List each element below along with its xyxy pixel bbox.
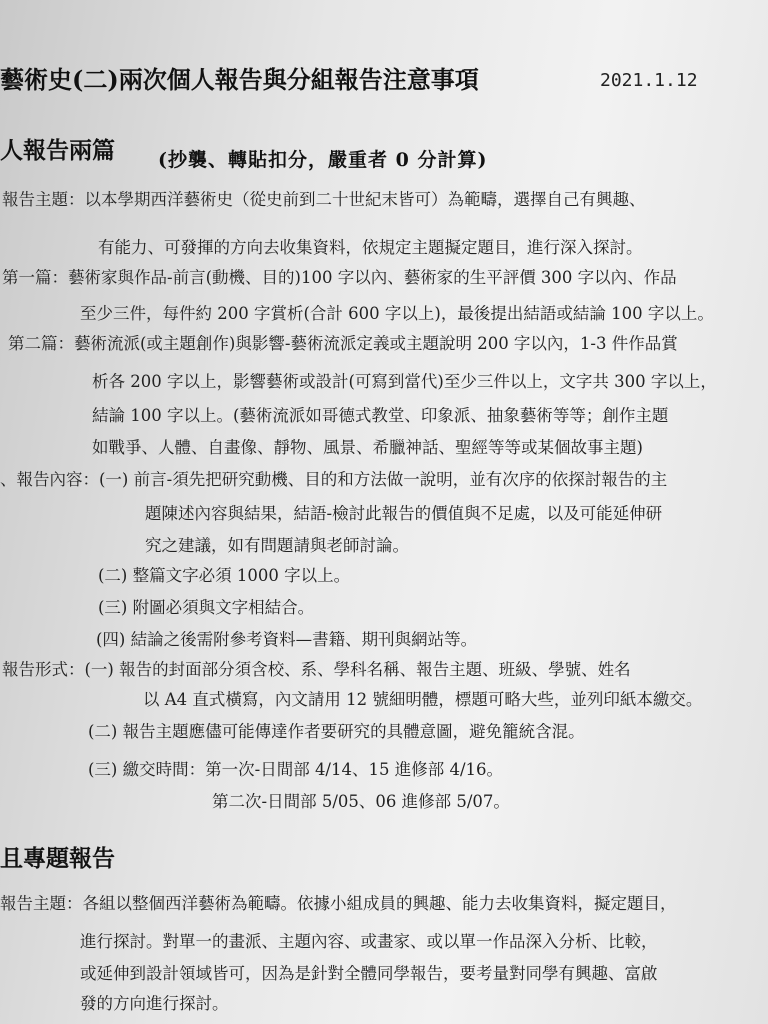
section2-heading: 且專題報告 [0,845,115,872]
content-line-2: 題陳述內容與結果，結語-檢討此報告的價值與不足處，以及可能延伸研 [145,504,663,523]
content-line-1: 、報告內容：(一) 前言-須先把研究動機、目的和方法做一說明，並有次序的依探討報告的主 [0,470,668,489]
topic-line-1: 報告主題：以本學期西洋藝術史（從史前到二十世紀末皆可）為範疇，選擇自己有興趣、 [2,190,646,209]
format-item-3: (三) 繳交時間：第一次-日間部 4/14、15 進修部 4/16。 [88,760,504,779]
section1-heading: 人報告兩篇 [0,137,115,164]
format-line-1: 報告形式：(一) 報告的封面部分須含校、系、學科名稱、報告主題、班級、學號、姓名 [2,660,631,679]
essay2-line-4: 如戰爭、人體、自畫像、靜物、風景、希臘神話、聖經等等或某個故事主題) [92,438,643,457]
essay1-line-2: 至少三件，每件約 200 字賞析(合計 600 字以上)，最後提出結語或結論 100 字以上。 [80,304,714,323]
format-line-2: 以 A4 直式橫寫，內文請用 12 號細明體，標題可略大些，並列印紙本繳交。 [143,690,703,709]
group-topic-line-3: 或延伸到設計領域皆可，因為是針對全體同學報告，要考量對同學有興趣、富啟 [80,964,658,983]
essay1-line-1: 第一篇：藝術家與作品-前言(動機、目的)100 字以內、藝術家的生平評價 300 字以內、作品 [2,268,677,287]
essay2-line-1: 第二篇：藝術流派(或主題創作)與影響-藝術流派定義或主題說明 200 字以內，1-3 件作品賞 [8,334,678,353]
section1-note: (抄襲、轉貼扣分，嚴重者 0 分計算) [158,149,488,171]
essay2-line-2: 析各 200 字以上，影響藝術或設計(可寫到當代)至少三件以上，文字共 300 字以上， [92,372,717,391]
content-item-4: (四) 結論之後需附參考資料—書籍、期刊與網站等。 [96,630,478,649]
content-item-3: (三) 附圖必須與文字相結合。 [98,598,315,617]
format-item-3-second: 第二次-日間部 5/05、06 進修部 5/07。 [212,792,510,811]
format-item-2: (二) 報告主題應儘可能傳達作者要研究的具體意圖，避免籠統含混。 [88,722,585,741]
document-date: 2021.1.12 [600,70,698,91]
group-topic-line-2: 進行探討。對單一的畫派、主題內容、或畫家、或以單一作品深入分析、比較， [80,932,658,951]
essay2-line-3: 結論 100 字以上。(藝術流派如哥德式教堂、印象派、抽象藝術等等；創作主題 [92,406,669,425]
topic-line-2: 有能力、可發揮的方向去收集資料，依規定主題擬定題目，進行深入探討。 [98,238,643,257]
group-topic-line-4: 發的方向進行探討。 [80,994,229,1013]
content-item-2: (二) 整篇文字必須 1000 字以上。 [98,566,351,585]
document-title: 藝術史(二)兩次個人報告與分組報告注意事項 [0,65,479,94]
group-topic-line-1: 報告主題：各組以整個西洋藝術為範疇。依據小組成員的興趣、能力去收集資料，擬定題目， [0,894,677,913]
content-line-3: 究之建議，如有問題請與老師討論。 [145,536,409,555]
